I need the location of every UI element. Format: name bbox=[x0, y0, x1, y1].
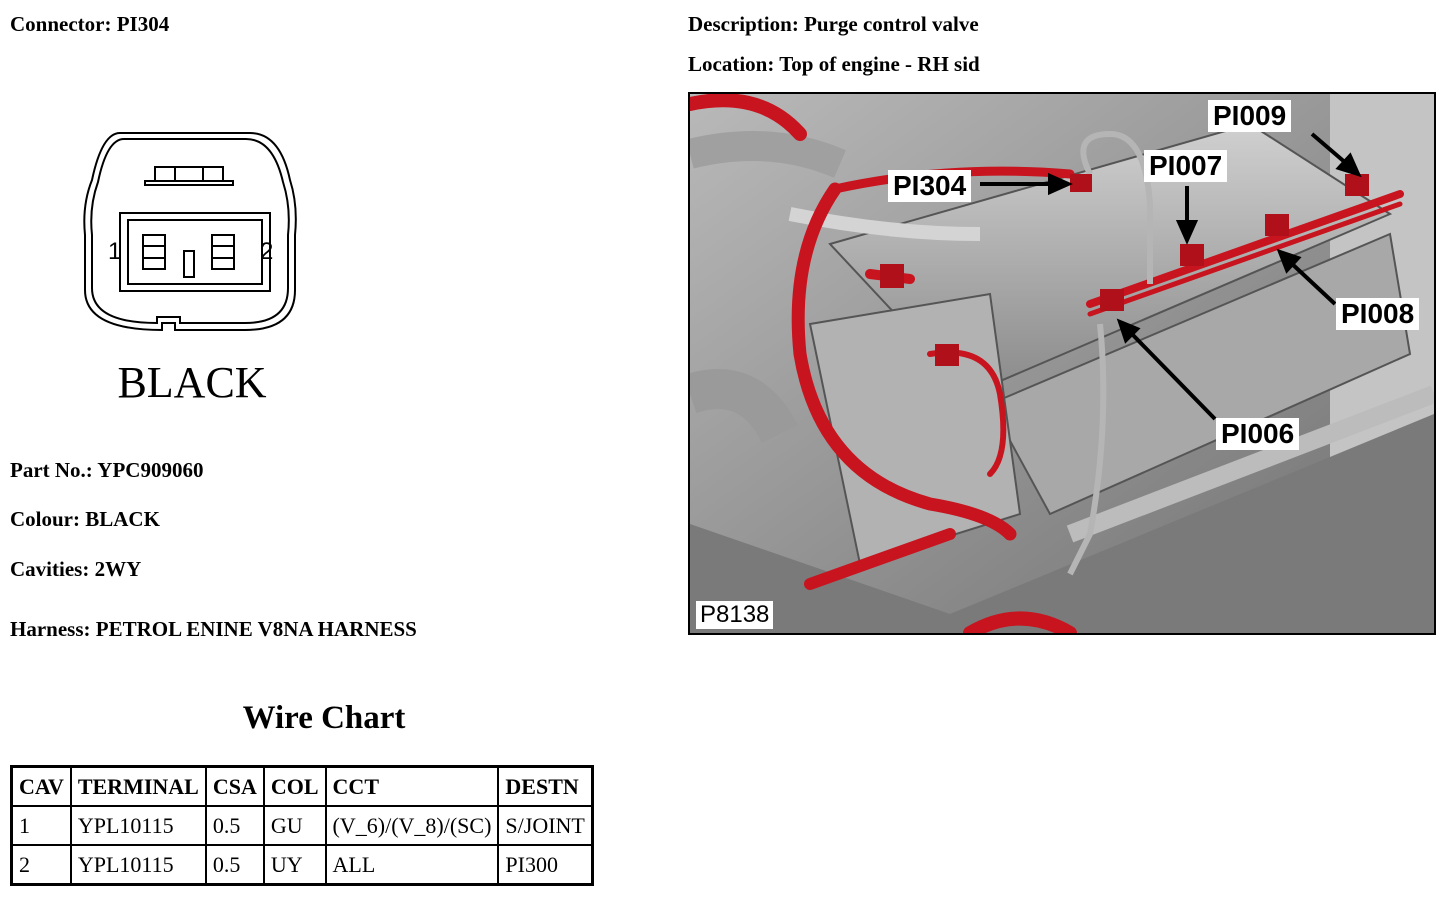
harness-field bbox=[10, 617, 417, 642]
part-number-value: YPC909060 bbox=[97, 458, 204, 482]
table-cell: UY bbox=[264, 845, 326, 885]
table-cell: 1 bbox=[12, 806, 71, 845]
table-cell: YPL10115 bbox=[71, 845, 206, 885]
cavities-field bbox=[10, 557, 141, 582]
engine-illustration bbox=[690, 94, 1434, 633]
table-cell: 0.5 bbox=[206, 806, 264, 845]
callout-pi006: PI006 bbox=[1216, 418, 1299, 450]
column-header: CCT bbox=[326, 767, 499, 807]
colour-field bbox=[10, 507, 160, 532]
table-cell: ALL bbox=[326, 845, 499, 885]
column-header: DESTN bbox=[498, 767, 592, 807]
table-cell: S/JOINT bbox=[498, 806, 592, 845]
pin-1-label: 1 bbox=[108, 238, 122, 265]
description-field bbox=[688, 12, 979, 37]
harness-value: PETROL ENINE V8NA HARNESS bbox=[95, 617, 417, 641]
table-cell: YPL10115 bbox=[71, 806, 206, 845]
location-value: Top of engine - RH sid bbox=[779, 52, 980, 76]
callout-pi304: PI304 bbox=[888, 170, 971, 202]
table-cell: (V_6)/(V_8)/(SC) bbox=[326, 806, 499, 845]
cavities-label: Cavities: bbox=[10, 557, 90, 581]
part-number-field bbox=[10, 458, 203, 483]
location-label: Location: bbox=[688, 52, 775, 76]
colour-label: Colour: bbox=[10, 507, 80, 531]
table-cell: 2 bbox=[12, 845, 71, 885]
description-label: Description: bbox=[688, 12, 799, 36]
part-number-label: Part No.: bbox=[10, 458, 93, 482]
location-field bbox=[688, 52, 980, 77]
connector-face-diagram bbox=[80, 125, 305, 415]
callout-pi009: PI009 bbox=[1208, 100, 1291, 132]
engine-location-photo bbox=[688, 92, 1436, 635]
column-header: COL bbox=[264, 767, 326, 807]
connector-field bbox=[10, 12, 169, 37]
table-row bbox=[12, 806, 593, 845]
cavities-value: 2WY bbox=[94, 557, 142, 581]
pin-2-label: 2 bbox=[260, 238, 274, 265]
photo-reference-number: P8138 bbox=[696, 601, 773, 629]
description-value: Purge control valve bbox=[804, 12, 979, 36]
callout-pi007: PI007 bbox=[1144, 150, 1227, 182]
table-header-row bbox=[12, 767, 593, 807]
wire-chart-table bbox=[10, 765, 594, 886]
wire-chart-title: Wire Chart bbox=[242, 700, 406, 736]
column-header: TERMINAL bbox=[71, 767, 206, 807]
column-header: CAV bbox=[12, 767, 71, 807]
connector-value: PI304 bbox=[116, 12, 170, 36]
connector-label: Connector: bbox=[10, 12, 112, 36]
colour-value: BLACK bbox=[85, 507, 160, 531]
harness-label: Harness: bbox=[10, 617, 91, 641]
callout-pi008: PI008 bbox=[1336, 298, 1419, 330]
connector-colour-caption: BLACK bbox=[117, 358, 267, 407]
table-cell: PI300 bbox=[498, 845, 592, 885]
column-header: CSA bbox=[206, 767, 264, 807]
table-cell: 0.5 bbox=[206, 845, 264, 885]
table-cell: GU bbox=[264, 806, 326, 845]
table-row bbox=[12, 845, 593, 885]
